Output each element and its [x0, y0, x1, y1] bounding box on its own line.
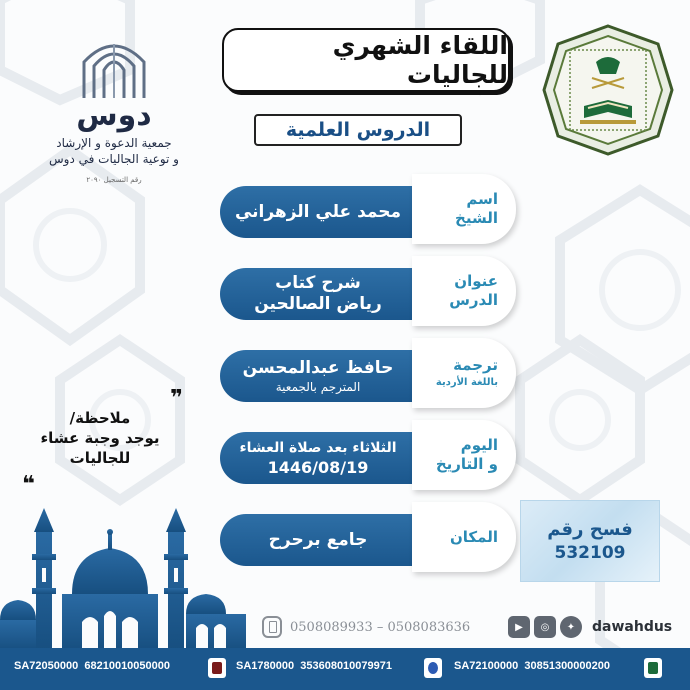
- bank-account-3[interactable]: [454, 660, 610, 672]
- sheikh-name: محمد علي الزهراني: [234, 201, 402, 222]
- ministry-emblem-icon: [540, 22, 676, 158]
- info-value-box: [220, 432, 416, 484]
- label-line-1: اليوم: [460, 436, 498, 454]
- label-line-1: المكان: [450, 527, 498, 546]
- note-text: [22, 408, 178, 468]
- permit-box: [520, 500, 660, 582]
- info-label-box: [412, 502, 516, 572]
- info-row-translation: [220, 344, 520, 406]
- bank-prefix-2: SA1780000: [236, 660, 295, 672]
- social-bar: [508, 614, 688, 640]
- note-line-3: للجاليات: [69, 449, 131, 467]
- lesson-date: 1446/08/19: [267, 458, 369, 477]
- page-title: اللقاء الشهري للجاليات: [332, 31, 508, 89]
- instagram-icon[interactable]: ◎: [534, 616, 556, 638]
- info-label-box: [412, 420, 516, 490]
- bank-accounts-bar: [0, 648, 690, 690]
- mosque-silhouette-icon: [0, 498, 250, 650]
- subtitle-ribbon: [248, 110, 468, 150]
- bank-prefix-3: SA72100000: [454, 660, 519, 672]
- label-line-1: اسم: [466, 190, 498, 208]
- translator-name: حافظ عبدالمحسن: [242, 357, 394, 378]
- logo-mark-icon: [44, 34, 184, 100]
- title-box: [222, 28, 510, 92]
- bank-icon-blue: [424, 658, 442, 678]
- logo-registration: رقم التسجيل ٢٠٩٠: [86, 176, 142, 184]
- subtitle-box: [254, 114, 462, 146]
- info-label-box: [412, 256, 516, 326]
- logo-line-1: جمعية الدعوة و الإرشاد: [56, 136, 172, 150]
- note-line-2: يوجد وجبة عشاء: [40, 429, 160, 447]
- bank-number-2: 353608010079971: [300, 660, 392, 672]
- contact-bar: [262, 614, 492, 640]
- label-line-2: و التاريخ: [435, 455, 498, 473]
- permit-label: فسح رقم: [547, 519, 633, 540]
- place-name: جامع برحرح: [268, 529, 368, 550]
- quote-close-icon: ❝: [22, 472, 35, 497]
- logo-line-2: و توعية الجاليات في دوس: [49, 152, 179, 166]
- label-line-2: الشيخ: [455, 209, 498, 227]
- bank-icon-red: [208, 658, 226, 678]
- info-row-place: [220, 508, 520, 570]
- label-line-1: ترجمة: [453, 356, 498, 374]
- youtube-icon[interactable]: ▶: [508, 616, 530, 638]
- bank-icon-green: [644, 658, 662, 678]
- bank-account-2[interactable]: [236, 660, 392, 672]
- quote-open-icon: ❞: [170, 386, 183, 411]
- bank-number-3: 30851300000200: [524, 660, 611, 672]
- phone-icon: [262, 616, 282, 638]
- ministry-logo: [540, 22, 676, 158]
- association-logo: [44, 34, 184, 190]
- info-row-sheikh: [220, 180, 520, 242]
- info-value-box: [220, 350, 416, 402]
- subtitle: الدروس العلمية: [285, 119, 431, 141]
- note-box: [22, 386, 183, 500]
- info-value-box: [220, 268, 416, 320]
- label-line-1: عنوان: [454, 272, 498, 290]
- label-line-2: الدرس: [449, 291, 498, 309]
- info-value-box: [220, 186, 416, 238]
- info-label-box: [412, 338, 516, 408]
- permit-number: 532109: [554, 543, 626, 563]
- info-label-box: [412, 174, 516, 244]
- bank-number-1: 68210010050000: [84, 660, 171, 672]
- note-line-1: ملاحظة/: [69, 409, 131, 427]
- logo-name: دوس: [76, 98, 152, 133]
- lesson-title-line-2: رياض الصالحين: [254, 294, 382, 314]
- label-line-2: باللغة الأردية: [435, 377, 498, 388]
- lesson-title-line-1: شرح كتاب: [275, 273, 361, 293]
- social-handle[interactable]: dawahdus: [592, 619, 673, 635]
- info-row-date: [220, 426, 520, 488]
- translator-role: المترجم بالجمعية: [275, 379, 361, 394]
- lesson-day: الثلاثاء بعد صلاة العشاء: [239, 440, 397, 456]
- twitter-icon[interactable]: ✦: [560, 616, 582, 638]
- title-banner: [216, 22, 516, 98]
- bank-account-1[interactable]: [14, 660, 170, 672]
- info-row-lesson: [220, 262, 520, 324]
- phone-numbers[interactable]: 0508089933 – 0508083636: [290, 619, 471, 635]
- bank-prefix-1: SA72050000: [14, 660, 79, 672]
